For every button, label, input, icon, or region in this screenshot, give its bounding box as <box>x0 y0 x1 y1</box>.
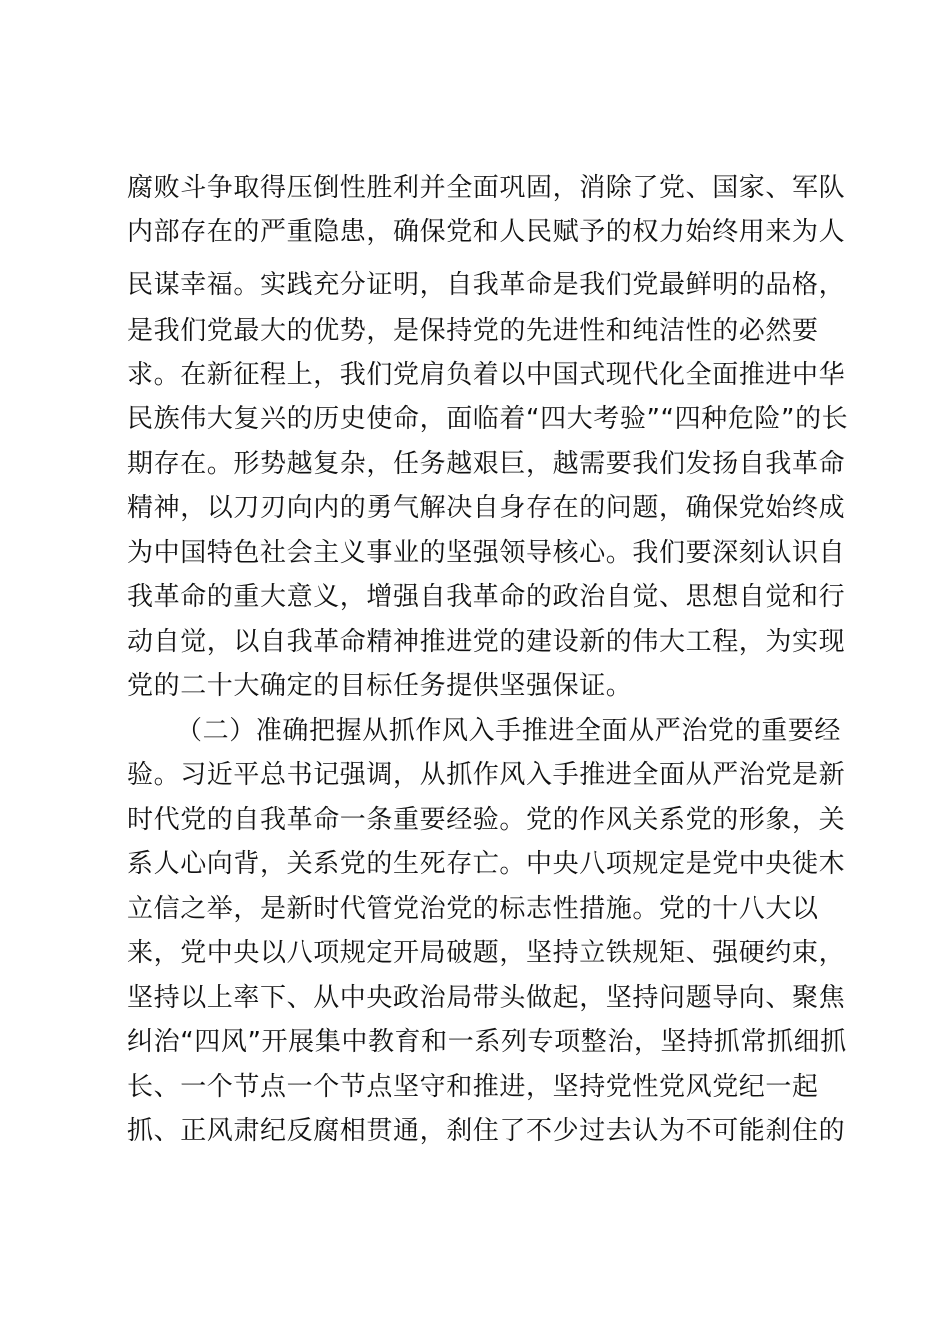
text-line: 动自觉，以自我革命精神推进党的建设新的伟大工程，为实现 <box>127 627 846 657</box>
text-line: 民族伟大复兴的历史使命，面临着“四大考验”“四种危险”的长 <box>127 404 849 434</box>
text-line: 来，党中央以八项规定开局破题，坚持立铁规矩、强硬约束， <box>127 938 846 968</box>
text-line: 内部存在的严重隐患，确保党和人民赋予的权力始终用来为人 <box>127 217 846 247</box>
text-line: 验。习近平总书记强调，从抓作风入手推进全面从严治党是新 <box>127 760 846 790</box>
text-line: 立信之举，是新时代管党治党的标志性措施。党的十八大以 <box>127 894 819 924</box>
text-line: 抓、正风肃纪反腐相贯通，刹住了不少过去认为不可能刹住的 <box>127 1116 846 1146</box>
text-line: 是我们党最大的优势，是保持党的先进性和纯洁性的必然要 <box>127 316 819 346</box>
text-line: 民谋幸福。实践充分证明，自我革命是我们党最鲜明的品格， <box>127 270 846 300</box>
text-line: 为中国特色社会主义事业的坚强领导核心。我们要深刻认识自 <box>127 538 846 568</box>
text-line: 腐败斗争取得压倒性胜利并全面巩固，消除了党、国家、军队 <box>127 173 846 203</box>
text-line: 党的二十大确定的目标任务提供坚强保证。 <box>127 671 633 701</box>
text-line: 我革命的重大意义，增强自我革命的政治自觉、思想自觉和行 <box>127 582 846 612</box>
text-line: 求。在新征程上，我们党肩负着以中国式现代化全面推进中华 <box>127 360 846 390</box>
text-line: 长、一个节点一个节点坚守和推进，坚持党性党风党纪一起 <box>127 1072 819 1102</box>
text-line: 系人心向背，关系党的生死存亡。中央八项规定是党中央徙木 <box>127 849 846 879</box>
text-line: 时代党的自我革命一条重要经验。党的作风关系党的形象，关 <box>127 805 846 835</box>
section-heading-line: （二）准确把握从抓作风入手推进全面从严治党的重要经 <box>176 716 842 746</box>
text-line: 精神，以刀刃向内的勇气解决自身存在的问题，确保党始终成 <box>127 493 846 523</box>
text-line: 坚持以上率下、从中央政治局带头做起，坚持问题导向、聚焦 <box>127 983 846 1013</box>
text-line: 期存在。形势越复杂，任务越艰巨，越需要我们发扬自我革命 <box>127 449 846 479</box>
text-line: 纠治“四风”开展集中教育和一系列专项整治，坚持抓常抓细抓 <box>127 1027 847 1057</box>
